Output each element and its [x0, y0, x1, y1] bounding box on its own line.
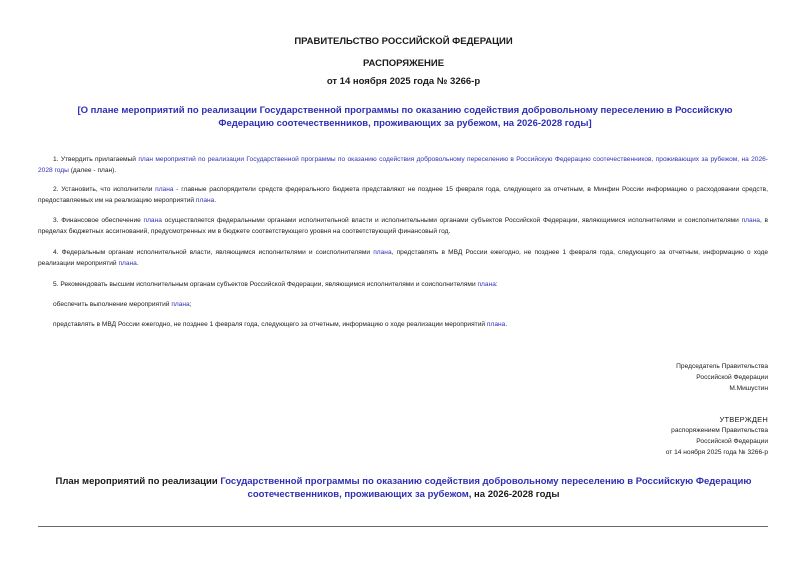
paragraph-text: осуществляется федеральными органами исполнительной власти и исполнительными органами субъектов Российской Федерации, являющимися исполнителями и соисполнителями: [161, 217, 742, 224]
paragraph-text: 4. Федеральным органам исполнительной власти, являющимся исполнителями и соисполнителями: [53, 249, 374, 256]
paragraph-text: .: [136, 260, 139, 267]
plan-link[interactable]: плана: [118, 260, 137, 267]
paragraph-5-item-2: [38, 319, 768, 330]
paragraph-text: 3. Финансовое обеспечение: [53, 217, 144, 224]
plan-link[interactable]: плана: [155, 186, 174, 193]
program-link[interactable]: Государственной программы по оказанию содействия добровольному переселению в Российскую Федерацию соотечественников, проживающих за рубежом: [220, 476, 752, 500]
paragraph-text: , представлять в МВД России ежегодно, не позднее 1 февраля года, следующего за отчетным, информацию о ходе реализации мероприятий: [38, 249, 769, 267]
authority-heading: ПРАВИТЕЛЬСТВО РОССИЙСКОЙ ФЕДЕРАЦИИ: [294, 36, 513, 47]
approval-block: [508, 414, 768, 458]
plan-link[interactable]: плана: [171, 301, 190, 308]
document-type: РАСПОРЯЖЕНИЕ: [362, 58, 445, 69]
plan-link[interactable]: плана: [143, 217, 162, 224]
approval-by: распоряжением Правительства: [671, 427, 768, 434]
plan-title-text: , на 2026-2028 годы: [468, 489, 560, 500]
paragraph-text: представлять в МВД России ежегодно, не позднее 1 февраля года, следующего за отчетным, информацию о ходе реализации мероприятий: [53, 321, 487, 328]
paragraph-text: - главные распорядители средств федерального бюджета представляют не позднее 15 февраля года, следующего за отчетным, в Минфин России информацию о расходовании средств, предоставляемых им на реализацию мероприятий: [38, 186, 768, 204]
paragraph-text: , в пределах бюджетных ассигнований, предусмотренных им в бюджете соответствующего уровня на соответствующий финансовый год.: [38, 217, 769, 235]
paragraph-text: (далее - план).: [68, 167, 117, 174]
plan-title: [40, 475, 767, 501]
plan-link[interactable]: плана: [477, 281, 496, 288]
plan-title-text: План мероприятий по реализации: [55, 476, 221, 487]
paragraph-5-item-1: [38, 299, 768, 310]
paragraph-text: .: [214, 197, 217, 204]
subject-bracket-open: [О: [77, 105, 91, 116]
paragraph-text: 5. Рекомендовать высшим исполнительным органам субъектов Российской Федерации, являющимся исполнителями и соисполнителями: [53, 281, 478, 288]
paragraph-4: [38, 247, 768, 269]
document-date-number: от 14 ноября 2025 года № 3266-р: [326, 76, 481, 87]
horizontal-divider: [38, 526, 768, 527]
paragraph-text: 1. Утвердить прилагаемый: [53, 156, 139, 163]
paragraph-5: [38, 279, 768, 290]
paragraph-3: [38, 215, 768, 237]
paragraph-text: .: [505, 321, 508, 328]
plan-link[interactable]: плана: [486, 321, 506, 328]
subject-bracket-close: ]: [588, 118, 592, 129]
document-subject: [60, 104, 750, 130]
approval-country: Российской Федерации: [696, 438, 768, 445]
signature-country: Российской Федерации: [696, 374, 768, 381]
signature-name: М.Мишустин: [729, 385, 768, 392]
plan-link[interactable]: плана: [741, 217, 760, 224]
paragraph-text: ;: [189, 301, 192, 308]
plan-link[interactable]: плана: [373, 249, 392, 256]
approval-date-number: от 14 ноября 2025 года № 3266-р: [665, 449, 768, 456]
paragraph-2: [38, 184, 768, 206]
paragraph-text: 2. Установить, что исполнители: [53, 186, 156, 193]
signature-position: Председатель Правительства: [676, 363, 768, 370]
subject-link[interactable]: плане мероприятий по реализации Государственной программы по оказанию содействия добровольному переселению в Российскую Федерацию соотечественников, проживающих за рубежом, на 2026-2028 годы: [90, 105, 733, 129]
paragraph-text: обеспечить выполнение мероприятий: [53, 301, 172, 308]
plan-link[interactable]: плана: [195, 197, 215, 204]
signature-block: [508, 361, 768, 394]
paragraph-text: :: [495, 281, 498, 288]
plan-link[interactable]: план мероприятий по реализации Государственной программы по оказанию содействия добровольному переселению в Российскую Федерацию соотечественников, проживающих за рубежом, на 2026-2028 годы: [38, 156, 768, 174]
approval-label: УТВЕРЖДЕН: [719, 415, 768, 424]
paragraph-1: [38, 154, 768, 176]
